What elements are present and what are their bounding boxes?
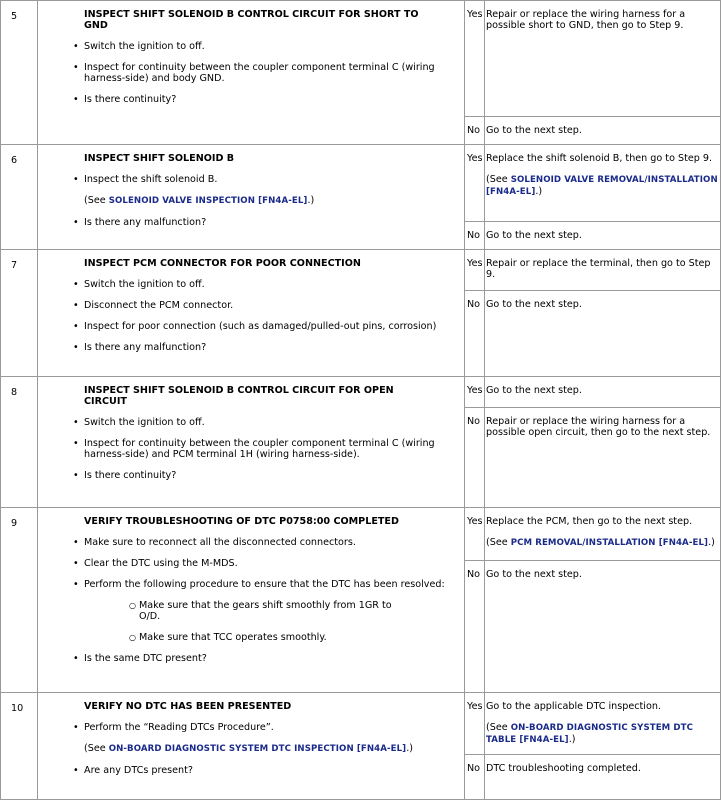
bullet-item: • Clear the DTC using the M-MDS.: [84, 558, 460, 569]
solenoid-valve-inspection-link[interactable]: SOLENOID VALVE INSPECTION [FN4A-EL]: [108, 196, 308, 206]
yes-action: Repair or replace the terminal, then go to Step 9.: [485, 250, 721, 291]
step-description: [38, 1, 465, 145]
yes-action: [485, 508, 721, 561]
step-number: 10: [1, 693, 38, 800]
no-action: Go to the next step.: [485, 291, 721, 377]
see-suffix: .): [535, 186, 543, 197]
step-title: VERIFY TROUBLESHOOTING OF DTC P0758:00 COMPLETED: [84, 516, 399, 527]
step-number: 7: [1, 250, 38, 377]
step-row-9: [1, 508, 721, 561]
sub-bullet-item: ○ Make sure that the gears shift smoothly from 1GR to O/D.: [139, 600, 460, 622]
step-description: [38, 250, 465, 377]
no-action: Go to the next step.: [485, 117, 721, 145]
bullet-item: • Is there any malfunction?: [84, 217, 460, 228]
step-bullet-list: [84, 417, 460, 481]
step-bullet-list: [84, 537, 460, 664]
see-suffix: .): [708, 537, 715, 548]
step-title: INSPECT SHIFT SOLENOID B CONTROL CIRCUIT FOR SHORT TO GND: [84, 9, 419, 31]
sub-bullet-list: [84, 600, 460, 643]
bullet-item: • Inspect for poor connection (such as damaged/pulled-out pins, corrosion): [84, 321, 460, 332]
yes-action-text: Replace the PCM, then go to the next step.: [486, 516, 693, 527]
bullet-item: • Inspect for continuity between the coupler component terminal C (wiring harness-side) and PCM terminal 1H (wiring harness-side).: [84, 438, 460, 460]
step-title: VERIFY NO DTC HAS BEEN PRESENTED: [84, 701, 292, 712]
yes-action-text: Replace the shift solenoid B, then go to Step 9.: [486, 153, 713, 164]
bullet-text: Perform the following procedure to ensure that the DTC has been resolved:: [84, 579, 445, 590]
no-action: Go to the next step.: [485, 561, 721, 693]
bullet-item: • Disconnect the PCM connector.: [84, 300, 460, 311]
bullet-text: Perform the “Reading DTCs Procedure”.: [84, 722, 274, 733]
step-row-5: [1, 1, 721, 117]
no-action: DTC troubleshooting completed.: [485, 755, 721, 800]
sub-bullet-item: ○ Make sure that TCC operates smoothly.: [139, 632, 460, 643]
see-reference: [84, 195, 460, 207]
step-row-10: [1, 693, 721, 755]
step-title: INSPECT PCM CONNECTOR FOR POOR CONNECTION: [84, 258, 361, 269]
bullet-item: • Is there continuity?: [84, 470, 460, 481]
bullet-item: • Inspect for continuity between the coupler component terminal C (wiring harness-side) and body GND.: [84, 62, 460, 84]
see-suffix: .): [307, 195, 315, 206]
see-prefix: (See: [486, 174, 511, 185]
bullet-item: • Make sure to reconnect all the disconnected connectors.: [84, 537, 460, 548]
see-suffix: .): [406, 743, 413, 754]
step-bullet-list: [84, 41, 460, 105]
yes-action: [485, 145, 721, 222]
no-label: No: [465, 408, 485, 508]
bullet-item: • Are any DTCs present?: [84, 765, 460, 776]
bullet-item: • Switch the ignition to off.: [84, 417, 460, 428]
step-description: [38, 508, 465, 693]
step-description: [38, 693, 465, 800]
yes-label: Yes: [465, 1, 485, 117]
solenoid-valve-removal-link[interactable]: SOLENOID VALVE REMOVAL/INSTALLATION [FN4A-EL]: [486, 175, 718, 197]
bullet-item: • Switch the ignition to off.: [84, 279, 460, 290]
bullet-item: • Switch the ignition to off.: [84, 41, 460, 52]
bullet-item: [84, 579, 460, 643]
step-row-6: [1, 145, 721, 222]
no-label: No: [465, 222, 485, 250]
see-reference: [84, 743, 460, 755]
step-bullet-list: [84, 174, 460, 228]
pcm-removal-link[interactable]: PCM REMOVAL/INSTALLATION [FN4A-EL]: [510, 538, 709, 548]
yes-label: Yes: [465, 377, 485, 408]
see-prefix: (See: [84, 195, 109, 206]
no-action: Go to the next step.: [485, 222, 721, 250]
obd-dtc-table-link[interactable]: ON-BOARD DIAGNOSTIC SYSTEM DTC TABLE [FN4A-EL]: [486, 723, 694, 745]
step-number: 5: [1, 1, 38, 145]
no-label: No: [465, 561, 485, 693]
no-label: No: [465, 117, 485, 145]
bullet-item: [84, 722, 460, 755]
see-prefix: (See: [486, 537, 511, 548]
see-reference: [486, 174, 718, 198]
step-description: [38, 145, 465, 250]
obd-dtc-inspection-link[interactable]: ON-BOARD DIAGNOSTIC SYSTEM DTC INSPECTION [FN4A-EL]: [108, 744, 407, 754]
yes-label: Yes: [465, 508, 485, 561]
step-bullet-list: [84, 279, 460, 353]
yes-label: Yes: [465, 145, 485, 222]
no-label: No: [465, 755, 485, 800]
yes-action: Go to the next step.: [485, 377, 721, 408]
bullet-item: • Is the same DTC present?: [84, 653, 460, 664]
yes-label: Yes: [465, 693, 485, 755]
no-action: Repair or replace the wiring harness for a possible open circuit, then go to the next step.: [485, 408, 721, 508]
step-title: INSPECT SHIFT SOLENOID B: [84, 153, 235, 164]
see-reference: [486, 722, 718, 746]
step-row-8: [1, 377, 721, 408]
step-number: 9: [1, 508, 38, 693]
step-row-7: [1, 250, 721, 291]
step-description: [38, 377, 465, 508]
yes-action: Repair or replace the wiring harness for a possible short to GND, then go to Step 9.: [485, 1, 721, 117]
step-number: 6: [1, 145, 38, 250]
yes-action: [485, 693, 721, 755]
yes-label: Yes: [465, 250, 485, 291]
bullet-text: Inspect the shift solenoid B.: [84, 174, 218, 185]
see-prefix: (See: [486, 722, 511, 733]
no-label: No: [465, 291, 485, 377]
step-number: 8: [1, 377, 38, 508]
step-title: INSPECT SHIFT SOLENOID B CONTROL CIRCUIT FOR OPEN CIRCUIT: [84, 385, 394, 407]
see-reference: [486, 537, 718, 549]
bullet-item: [84, 174, 460, 207]
see-prefix: (See: [84, 743, 109, 754]
see-suffix: .): [568, 734, 576, 745]
yes-action-text: Go to the applicable DTC inspection.: [486, 701, 661, 712]
step-bullet-list: [84, 722, 460, 776]
bullet-item: • Is there any malfunction?: [84, 342, 460, 353]
bullet-item: • Is there continuity?: [84, 94, 460, 105]
